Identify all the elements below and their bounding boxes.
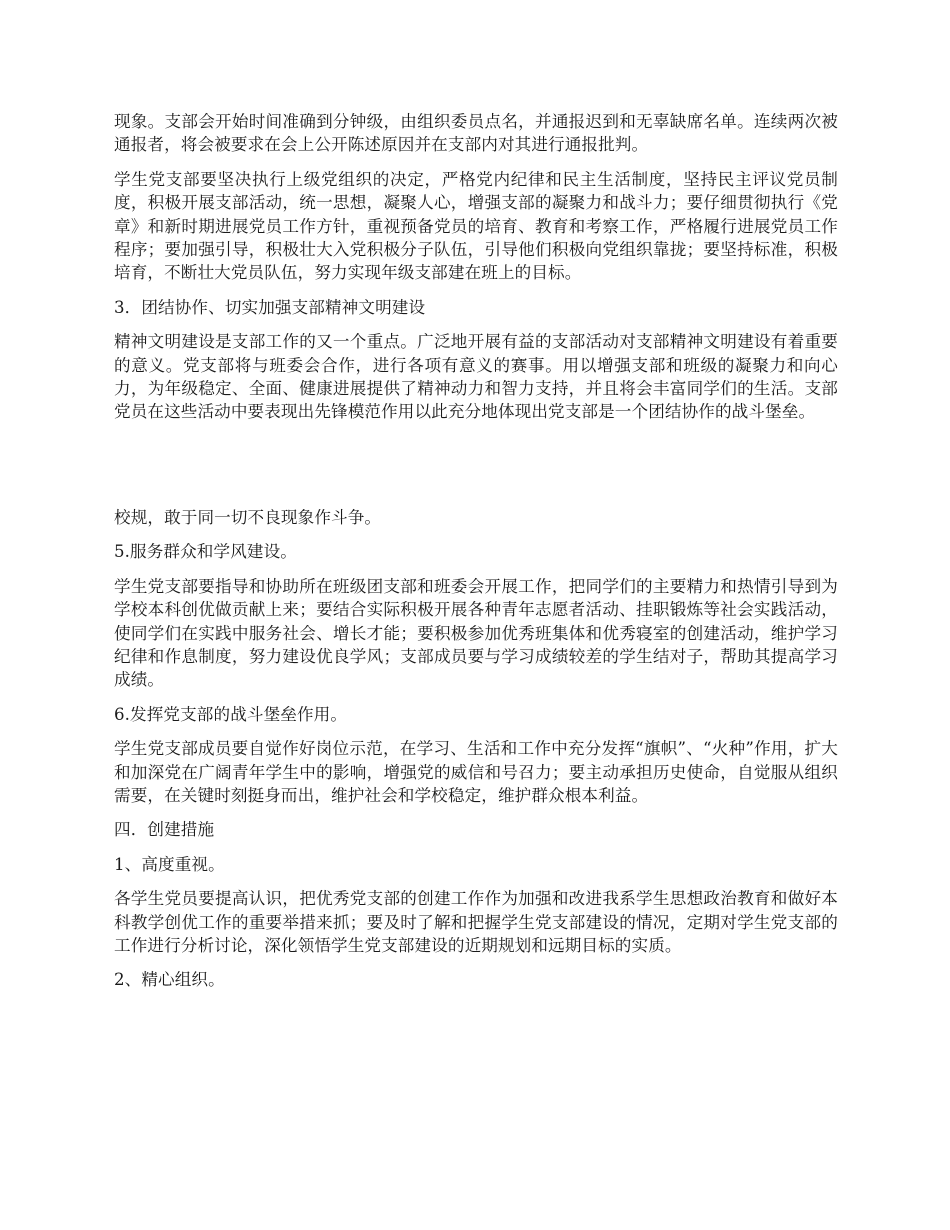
heading-measure-2: 2、精心组织。 — [114, 970, 225, 990]
paragraph-meeting-rules: 现象。支部会开始时间准确到分钟级，由组织委员点名，并通报迟到和无辜缺席名单。连续两次被通报者，将会被要求在会上公开陈述原因并在支部内对其进行通报批判。 — [114, 112, 838, 155]
heading-measures: 四．创建措施 — [114, 820, 215, 840]
heading-section-5: 5.服务群众和学风建设。 — [114, 542, 297, 562]
document-page — [114, 110, 838, 992]
heading-section-3: 3．团结协作、切实加强支部精神文明建设 — [114, 297, 426, 317]
paragraph-spiritual-civilization: 精神文明建设是支部工作的又一个重点。广泛地开展有益的支部活动对支部精神文明建设有着重要的意义。党支部将与班委会合作，进行各项有意义的赛事。用以增强支部和班级的凝聚力和向心力，为年级稳定、全面、健康进展提供了精神动力和智力支持，并且将会丰富同学们的生活。支部党员在这些活动中要表现出先锋模范作用以此充分地体现出党支部是一个团结协作的战斗堡垒。 — [114, 332, 838, 422]
paragraph-awareness: 各学生党员要提高认识，把优秀党支部的创建工作作为加强和改进我系学生思想政治教育和做好本科教学创优工作的重要举措来抓；要及时了解和把握学生党支部建设的情况，定期对学生党支部的工作进行分析讨论，深化领悟学生党支部建设的近期规划和远期目标的实质。 — [114, 889, 838, 955]
paragraph-party-discipline: 学生党支部要坚决执行上级党组织的决定，严格党内纪律和民主生活制度，坚持民主评议党员制度，积极开展支部活动，统一思想，凝聚人心，增强支部的凝聚力和战斗力；要仔细贯彻执行《党章》和新时期进展党员工作方针，重视预备党员的培育、教育和考察工作，严格履行进展党员工作程序；要加强引导，积极壮大入党积极分子队伍，引导他们积极向党组织靠拢；要坚持标准，积极培育，不断壮大党员队伍，努力实现年级支部建在班上的目标。 — [114, 169, 838, 283]
heading-section-6: 6.发挥党支部的战斗堡垒作用。 — [114, 704, 348, 724]
heading-measure-1: 1、高度重视。 — [114, 854, 225, 874]
paragraph-fortress-role: 学生党支部成员要自觉作好岗位示范，在学习、生活和工作中充分发挥“旗帜”、“火种”作用，扩大和加深党在广阔青年学生中的影响，增强党的威信和号召力；要主动承担历史使命，自觉服从组织需要，在关键时刻挺身而出，维护社会和学校稳定，维护群众根本利益。 — [114, 739, 838, 805]
paragraph-school-rules: 校规，敢于同一切不良现象作斗争。 — [114, 507, 382, 527]
paragraph-service-study: 学生党支部要指导和协助所在班级团支部和班委会开展工作，把同学们的主要精力和热情引导到为学校本科创优做贡献上来；要结合实际积极开展各种青年志愿者活动、挂职锻炼等社会实践活动，使同学们在实践中服务社会、增长才能；要积极参加优秀班集体和优秀寝室的创建活动，维护学习纪律和作息制度，努力建设优良学风；支部成员要与学习成绩较差的学生结对子，帮助其提高学习成绩。 — [114, 576, 838, 690]
